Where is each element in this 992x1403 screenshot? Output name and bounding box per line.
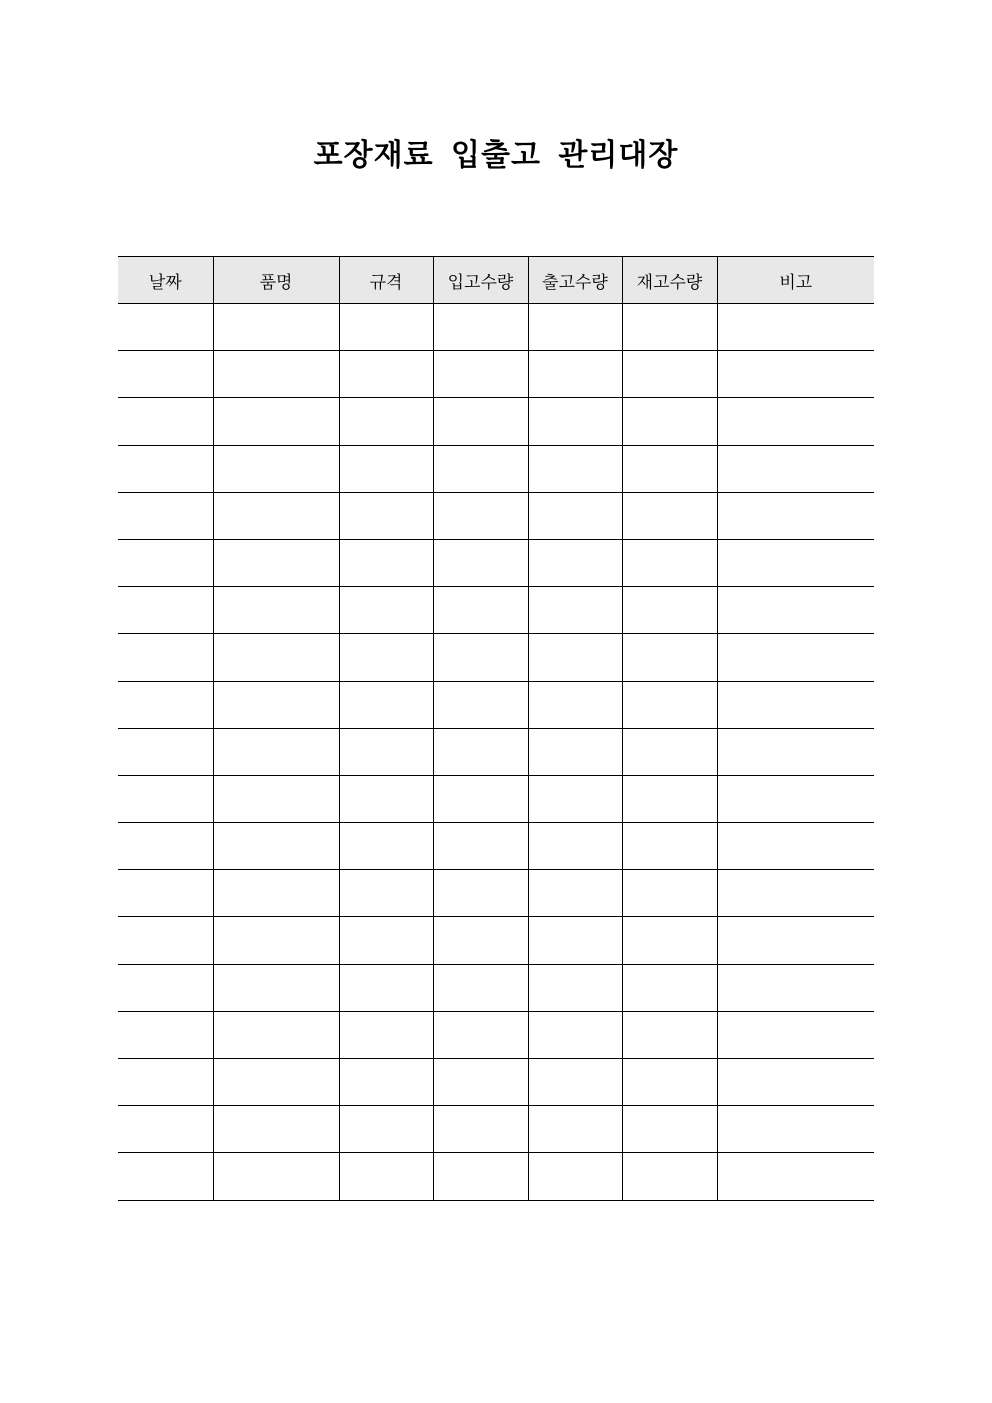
issued-qty-cell[interactable] bbox=[528, 587, 622, 634]
remarks-cell[interactable] bbox=[717, 1106, 874, 1153]
date-cell[interactable] bbox=[118, 398, 213, 445]
received-qty-cell[interactable] bbox=[433, 1153, 528, 1200]
stock-qty-cell[interactable] bbox=[622, 917, 717, 964]
table-row bbox=[118, 1153, 874, 1200]
issued-qty-cell[interactable] bbox=[528, 492, 622, 539]
item-name-cell[interactable] bbox=[213, 351, 339, 398]
issued-qty-cell[interactable] bbox=[528, 775, 622, 822]
item-name-cell[interactable] bbox=[213, 823, 339, 870]
remarks-cell[interactable] bbox=[717, 823, 874, 870]
date-cell[interactable] bbox=[118, 1153, 213, 1200]
date-cell[interactable] bbox=[118, 1011, 213, 1058]
spec-cell[interactable] bbox=[339, 1011, 433, 1058]
column-header-date: 날짜 bbox=[118, 257, 213, 304]
date-cell[interactable] bbox=[118, 634, 213, 681]
item-name-cell[interactable] bbox=[213, 728, 339, 775]
item-name-cell[interactable] bbox=[213, 1153, 339, 1200]
item-name-cell[interactable] bbox=[213, 681, 339, 728]
issued-qty-cell[interactable] bbox=[528, 917, 622, 964]
date-cell[interactable] bbox=[118, 728, 213, 775]
received-qty-cell[interactable] bbox=[433, 1059, 528, 1106]
received-qty-cell[interactable] bbox=[433, 587, 528, 634]
table-row bbox=[118, 634, 874, 681]
table-row bbox=[118, 398, 874, 445]
issued-qty-cell[interactable] bbox=[528, 870, 622, 917]
spec-cell[interactable] bbox=[339, 1153, 433, 1200]
remarks-cell[interactable] bbox=[717, 1059, 874, 1106]
stock-qty-cell[interactable] bbox=[622, 634, 717, 681]
date-cell[interactable] bbox=[118, 775, 213, 822]
received-qty-cell[interactable] bbox=[433, 304, 528, 351]
received-qty-cell[interactable] bbox=[433, 634, 528, 681]
remarks-cell[interactable] bbox=[717, 775, 874, 822]
spec-cell[interactable] bbox=[339, 351, 433, 398]
remarks-cell[interactable] bbox=[717, 681, 874, 728]
stock-qty-cell[interactable] bbox=[622, 823, 717, 870]
remarks-cell[interactable] bbox=[717, 492, 874, 539]
table-row bbox=[118, 304, 874, 351]
document-title: 포장재료 입출고 관리대장 bbox=[313, 138, 679, 173]
spec-cell[interactable] bbox=[339, 775, 433, 822]
spec-cell[interactable] bbox=[339, 492, 433, 539]
stock-qty-cell[interactable] bbox=[622, 775, 717, 822]
item-name-cell[interactable] bbox=[213, 870, 339, 917]
remarks-cell[interactable] bbox=[717, 1011, 874, 1058]
table-row bbox=[118, 351, 874, 398]
spec-cell[interactable] bbox=[339, 539, 433, 586]
stock-qty-cell[interactable] bbox=[622, 351, 717, 398]
spec-cell[interactable] bbox=[339, 398, 433, 445]
date-cell[interactable] bbox=[118, 917, 213, 964]
stock-qty-cell[interactable] bbox=[622, 728, 717, 775]
received-qty-cell[interactable] bbox=[433, 775, 528, 822]
table-row bbox=[118, 1011, 874, 1058]
item-name-cell[interactable] bbox=[213, 539, 339, 586]
item-name-cell[interactable] bbox=[213, 304, 339, 351]
remarks-cell[interactable] bbox=[717, 445, 874, 492]
date-cell[interactable] bbox=[118, 492, 213, 539]
table-row bbox=[118, 917, 874, 964]
remarks-cell[interactable] bbox=[717, 1153, 874, 1200]
table-row bbox=[118, 728, 874, 775]
stock-qty-cell[interactable] bbox=[622, 587, 717, 634]
remarks-cell[interactable] bbox=[717, 587, 874, 634]
date-cell[interactable] bbox=[118, 351, 213, 398]
stock-qty-cell[interactable] bbox=[622, 398, 717, 445]
received-qty-cell[interactable] bbox=[433, 1011, 528, 1058]
received-qty-cell[interactable] bbox=[433, 728, 528, 775]
received-qty-cell[interactable] bbox=[433, 492, 528, 539]
issued-qty-cell[interactable] bbox=[528, 1059, 622, 1106]
issued-qty-cell[interactable] bbox=[528, 823, 622, 870]
stock-qty-cell[interactable] bbox=[622, 1153, 717, 1200]
stock-qty-cell[interactable] bbox=[622, 681, 717, 728]
issued-qty-cell[interactable] bbox=[528, 1153, 622, 1200]
received-qty-cell[interactable] bbox=[433, 681, 528, 728]
column-header-spec: 규격 bbox=[339, 257, 433, 304]
date-cell[interactable] bbox=[118, 870, 213, 917]
received-qty-cell[interactable] bbox=[433, 823, 528, 870]
spec-cell[interactable] bbox=[339, 964, 433, 1011]
table-row bbox=[118, 445, 874, 492]
date-cell[interactable] bbox=[118, 539, 213, 586]
stock-qty-cell[interactable] bbox=[622, 870, 717, 917]
date-cell[interactable] bbox=[118, 1106, 213, 1153]
column-header-issued-qty: 출고수량 bbox=[528, 257, 622, 304]
table-row bbox=[118, 775, 874, 822]
issued-qty-cell[interactable] bbox=[528, 351, 622, 398]
item-name-cell[interactable] bbox=[213, 1011, 339, 1058]
ledger-table bbox=[118, 256, 874, 1201]
table-row bbox=[118, 870, 874, 917]
table-row bbox=[118, 964, 874, 1011]
spec-cell[interactable] bbox=[339, 304, 433, 351]
item-name-cell[interactable] bbox=[213, 398, 339, 445]
ledger-body bbox=[118, 304, 874, 1201]
item-name-cell[interactable] bbox=[213, 917, 339, 964]
stock-qty-cell[interactable] bbox=[622, 1059, 717, 1106]
column-header-stock-qty: 재고수량 bbox=[622, 257, 717, 304]
remarks-cell[interactable] bbox=[717, 634, 874, 681]
remarks-cell[interactable] bbox=[717, 917, 874, 964]
spec-cell[interactable] bbox=[339, 917, 433, 964]
spec-cell[interactable] bbox=[339, 1106, 433, 1153]
received-qty-cell[interactable] bbox=[433, 539, 528, 586]
received-qty-cell[interactable] bbox=[433, 445, 528, 492]
spec-cell[interactable] bbox=[339, 681, 433, 728]
table-row bbox=[118, 587, 874, 634]
stock-qty-cell[interactable] bbox=[622, 1011, 717, 1058]
header-row bbox=[118, 257, 874, 304]
stock-qty-cell[interactable] bbox=[622, 492, 717, 539]
date-cell[interactable] bbox=[118, 445, 213, 492]
date-cell[interactable] bbox=[118, 964, 213, 1011]
remarks-cell[interactable] bbox=[717, 539, 874, 586]
spec-cell[interactable] bbox=[339, 1059, 433, 1106]
item-name-cell[interactable] bbox=[213, 634, 339, 681]
item-name-cell[interactable] bbox=[213, 445, 339, 492]
issued-qty-cell[interactable] bbox=[528, 634, 622, 681]
stock-qty-cell[interactable] bbox=[622, 1106, 717, 1153]
received-qty-cell[interactable] bbox=[433, 964, 528, 1011]
column-header-item-name: 품명 bbox=[213, 257, 339, 304]
item-name-cell[interactable] bbox=[213, 1059, 339, 1106]
stock-qty-cell[interactable] bbox=[622, 964, 717, 1011]
date-cell[interactable] bbox=[118, 587, 213, 634]
table-row bbox=[118, 1059, 874, 1106]
spec-cell[interactable] bbox=[339, 823, 433, 870]
table-row bbox=[118, 539, 874, 586]
table-row bbox=[118, 492, 874, 539]
remarks-cell[interactable] bbox=[717, 964, 874, 1011]
remarks-cell[interactable] bbox=[717, 398, 874, 445]
table-row bbox=[118, 1106, 874, 1153]
column-header-remarks: 비고 bbox=[717, 257, 874, 304]
issued-qty-cell[interactable] bbox=[528, 1106, 622, 1153]
received-qty-cell[interactable] bbox=[433, 398, 528, 445]
remarks-cell[interactable] bbox=[717, 728, 874, 775]
issued-qty-cell[interactable] bbox=[528, 1011, 622, 1058]
date-cell[interactable] bbox=[118, 681, 213, 728]
spec-cell[interactable] bbox=[339, 587, 433, 634]
item-name-cell[interactable] bbox=[213, 1106, 339, 1153]
remarks-cell[interactable] bbox=[717, 304, 874, 351]
stock-qty-cell[interactable] bbox=[622, 539, 717, 586]
item-name-cell[interactable] bbox=[213, 587, 339, 634]
spec-cell[interactable] bbox=[339, 728, 433, 775]
received-qty-cell[interactable] bbox=[433, 351, 528, 398]
table-row bbox=[118, 823, 874, 870]
issued-qty-cell[interactable] bbox=[528, 445, 622, 492]
spec-cell[interactable] bbox=[339, 634, 433, 681]
stock-qty-cell[interactable] bbox=[622, 304, 717, 351]
remarks-cell[interactable] bbox=[717, 351, 874, 398]
stock-qty-cell[interactable] bbox=[622, 445, 717, 492]
column-header-received-qty: 입고수량 bbox=[433, 257, 528, 304]
item-name-cell[interactable] bbox=[213, 964, 339, 1011]
remarks-cell[interactable] bbox=[717, 870, 874, 917]
received-qty-cell[interactable] bbox=[433, 870, 528, 917]
issued-qty-cell[interactable] bbox=[528, 398, 622, 445]
item-name-cell[interactable] bbox=[213, 775, 339, 822]
received-qty-cell[interactable] bbox=[433, 917, 528, 964]
item-name-cell[interactable] bbox=[213, 492, 339, 539]
issued-qty-cell[interactable] bbox=[528, 681, 622, 728]
issued-qty-cell[interactable] bbox=[528, 964, 622, 1011]
date-cell[interactable] bbox=[118, 304, 213, 351]
date-cell[interactable] bbox=[118, 823, 213, 870]
spec-cell[interactable] bbox=[339, 445, 433, 492]
issued-qty-cell[interactable] bbox=[528, 304, 622, 351]
issued-qty-cell[interactable] bbox=[528, 539, 622, 586]
received-qty-cell[interactable] bbox=[433, 1106, 528, 1153]
issued-qty-cell[interactable] bbox=[528, 728, 622, 775]
table-row bbox=[118, 681, 874, 728]
date-cell[interactable] bbox=[118, 1059, 213, 1106]
spec-cell[interactable] bbox=[339, 870, 433, 917]
